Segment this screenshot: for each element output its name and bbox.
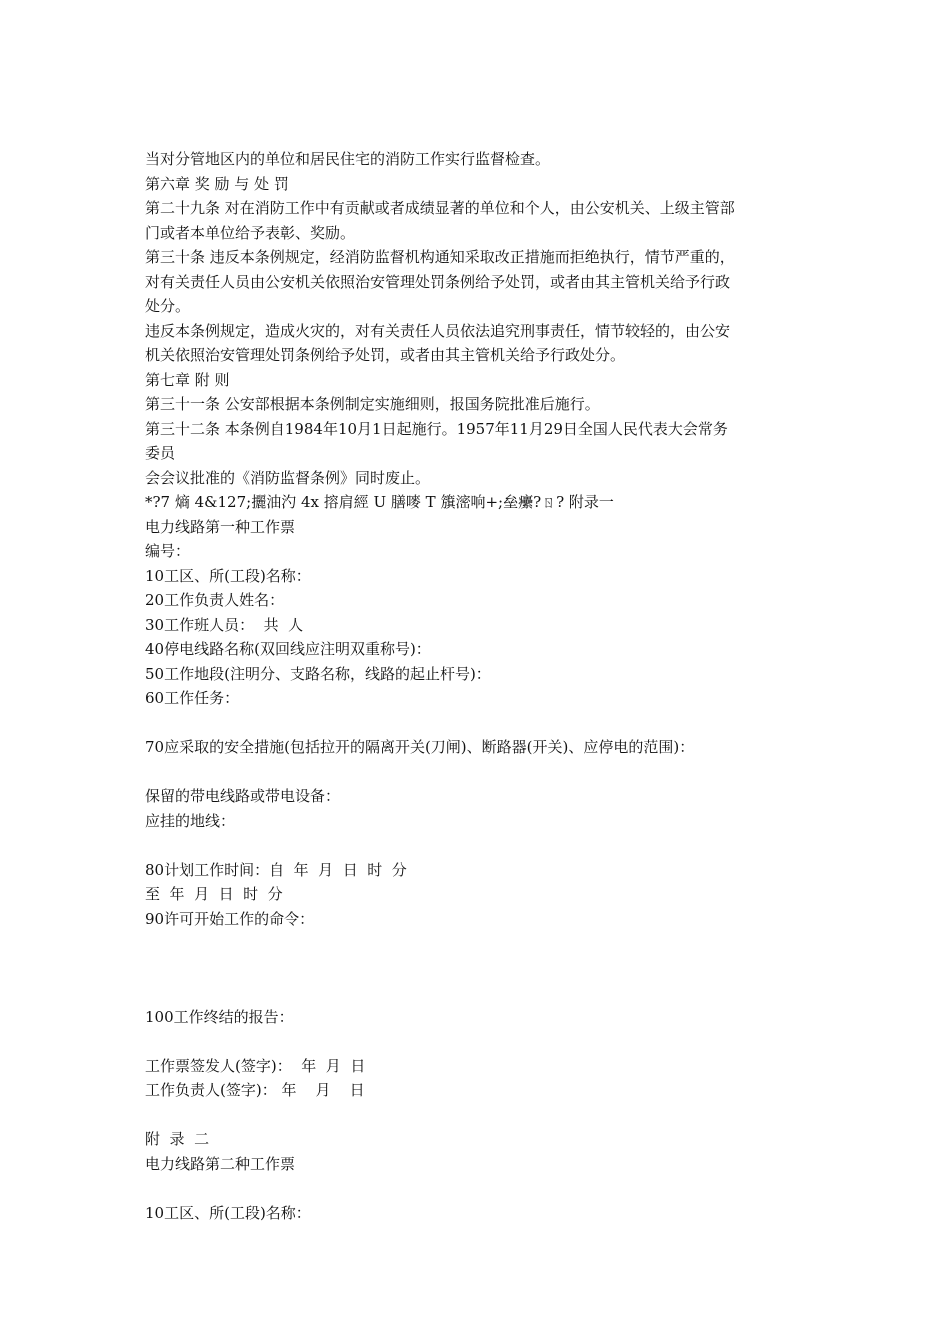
blank-line — [145, 931, 825, 956]
blank-line — [145, 833, 825, 858]
garbled-text-line: *?7 熵 4&127;攦油汋 4x 搈肩經 U 膳嘜 T 籏滵响+;垒癳?ㄖ? 附录一 — [145, 493, 614, 511]
form-field-leader-name: 20工作负责人姓名： — [145, 591, 285, 609]
form-field-live-equipment: 保留的带电线路或带电设备： — [145, 787, 341, 805]
form-field-work-section: 50工作地段(注明分、支路名称，线路的起止杆号)： — [145, 664, 491, 683]
form-field-task: 60工作任务： — [145, 689, 240, 707]
text-line: 第三十一条 公安部根据本条例制定实施细则，报国务院批准后施行。 — [145, 395, 600, 413]
text-line: 当对分管地区内的单位和居民住宅的消防工作实行监督检查。 — [145, 150, 551, 168]
form-field-number: 编号： — [145, 542, 191, 560]
blank-line — [145, 956, 825, 981]
form-field-ground-wire: 应挂的地线： — [145, 811, 236, 830]
form-field-work-area: 10工区、所(工段)名称： — [145, 566, 311, 585]
text-line: 对有关责任人员由公安机关依照治安管理处罚条例给予处罚，或者由其主管机关给予行政 — [145, 272, 731, 291]
form-field-work-area: 10工区、所(工段)名称： — [145, 1203, 311, 1222]
text-line: 违反本条例规定，造成火灾的，对有关责任人员依法追究刑事责任，情节较轻的，由公安 — [145, 321, 731, 340]
text-line: 委员 — [145, 444, 176, 462]
form-field-planned-time-end: 至 年 月 日 时 分 — [145, 885, 283, 903]
chapter-heading: 第六章 奖 励 与 处 罚 — [145, 174, 289, 193]
text-line: 处分。 — [145, 297, 191, 315]
form-title: 电力线路第一种工作票 — [145, 517, 296, 536]
chapter-heading: 第七章 附 则 — [145, 370, 230, 389]
document-body — [145, 147, 825, 1225]
form-title: 电力线路第二种工作票 — [145, 1154, 296, 1173]
blank-line — [145, 980, 825, 1005]
appendix-heading: 附 录 二 — [145, 1130, 210, 1148]
text-line: 机关依照治安管理处罚条例给予处罚，或者由其主管机关给予行政处分。 — [145, 346, 626, 364]
form-field-leader-signature: 工作负责人(签字)： 年 月 日 — [145, 1081, 365, 1099]
form-field-issuer-signature: 工作票签发人(签字)： 年 月 日 — [145, 1056, 366, 1075]
form-field-crew: 30工作班人员： 共 人 — [145, 615, 304, 634]
text-line: 第三十二条 本条例自1984年10月1日起施行。1957年11月29日全国人民代表大会常务 — [145, 419, 728, 438]
form-field-planned-time-start: 80计划工作时间：自 年 月 日 时 分 — [145, 860, 407, 879]
form-field-line-name: 40停电线路名称(双回线应注明双重称号)： — [145, 640, 431, 658]
text-line: 门或者本单位给予表彰、奖励。 — [145, 223, 356, 242]
form-field-completion-report: 100工作终结的报告： — [145, 1007, 294, 1026]
form-field-start-permission: 90许可开始工作的命令： — [145, 909, 315, 928]
text-line: 第三十条 违反本条例规定，经消防监督机构通知采取改正措施而拒绝执行，情节严重的， — [145, 248, 735, 266]
blank-line — [145, 760, 825, 785]
blank-line — [145, 711, 825, 736]
blank-line — [145, 1029, 825, 1054]
text-line: 第二十九条 对在消防工作中有贡献或者成绩显著的单位和个人，由公安机关、上级主管部 — [145, 199, 735, 217]
text-line: 会会议批准的《消防监督条例》同时废止。 — [145, 468, 431, 487]
blank-line — [145, 1103, 825, 1128]
blank-line — [145, 1176, 825, 1201]
form-field-safety-measures: 70应采取的安全措施(包括拉开的隔离开关(刀闸)、断路器(开关)、应停电的范围)： — [145, 738, 695, 756]
